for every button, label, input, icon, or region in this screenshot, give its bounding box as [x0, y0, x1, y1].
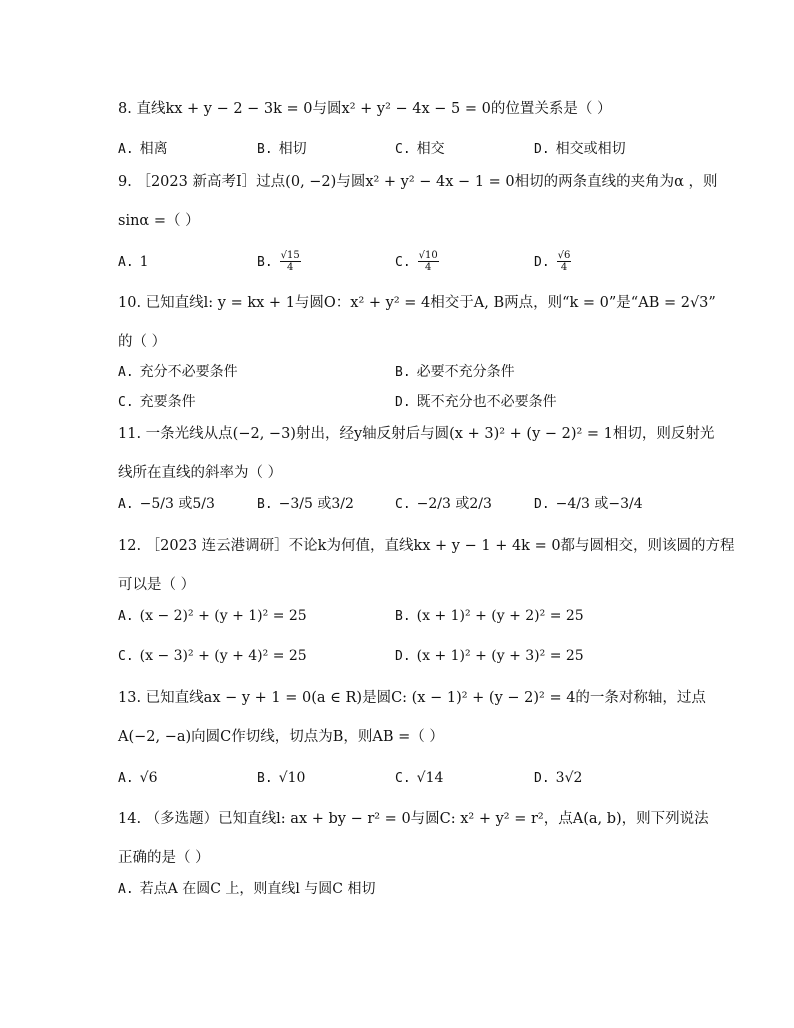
question-13-stem-line-2: A(−2, −a)向圆C作切线，切点为B，则AB =（ ） — [118, 729, 444, 745]
q10-option-c[interactable] — [118, 392, 196, 413]
option-text: 必要不充分条件 — [416, 364, 515, 380]
q11-option-d[interactable] — [534, 494, 643, 515]
option-text: 相交或相切 — [555, 141, 626, 157]
option-label: B. — [257, 771, 273, 786]
q8-option-a[interactable] — [118, 139, 168, 160]
option-text: 既不充分也不必要条件 — [416, 394, 557, 410]
option-label: D. — [395, 395, 411, 410]
option-label: B. — [395, 609, 411, 624]
option-label: D. — [534, 142, 550, 157]
option-text: (x − 2)² + (y + 1)² = 25 — [139, 608, 307, 624]
option-label: B. — [257, 497, 273, 512]
option-label: C. — [395, 142, 411, 157]
option-label: A. — [118, 365, 134, 380]
fraction — [557, 250, 572, 273]
q12-option-c[interactable] — [118, 646, 307, 667]
fraction-denominator: 4 — [287, 262, 294, 273]
option-text: (x + 1)² + (y + 3)² = 25 — [416, 648, 584, 664]
option-label: B. — [395, 365, 411, 380]
q9-option-a[interactable] — [118, 252, 149, 273]
question-12-stem-line-1: 12. ［2023 连云港调研］不论k为何值，直线kx + y − 1 + 4k = 0都与圆相交，则该圆的方程 — [118, 538, 735, 554]
option-label: A. — [118, 771, 134, 786]
option-text: 充分不必要条件 — [139, 364, 238, 380]
option-text: 相离 — [139, 141, 168, 157]
option-label: D. — [534, 497, 550, 512]
option-label: C. — [395, 771, 411, 786]
q10-option-d[interactable] — [395, 392, 557, 413]
q14-option-a[interactable] — [118, 879, 375, 900]
option-text: 相交 — [416, 141, 445, 157]
option-label: A. — [118, 255, 134, 270]
option-label: D. — [534, 254, 550, 270]
question-11-stem-line-1: 11. 一条光线从点(−2, −3)射出，经y轴反射后与圆(x + 3)² + (y − 2)² = 1相切，则反射光 — [118, 426, 715, 442]
q11-option-a[interactable] — [118, 494, 215, 515]
option-label: A. — [118, 142, 134, 157]
q13-option-d[interactable] — [534, 768, 582, 789]
question-10-stem-line-1: 10. 已知直线l: y = kx + 1与圆O：x² + y² = 4相交于A, B两点，则“k = 0”是“AB = 2√3” — [118, 295, 716, 311]
option-text: √10 — [278, 770, 306, 786]
q13-option-a[interactable] — [118, 768, 157, 789]
option-text: 1 — [139, 254, 149, 270]
fraction — [280, 250, 301, 273]
option-text: −5/3 或5/3 — [139, 496, 215, 512]
option-label: C. — [118, 649, 134, 664]
question-14-stem-line-1: 14. （多选题）已知直线l: ax + by − r² = 0与圆C: x² + y² = r²，点A(a, b)，则下列说法 — [118, 811, 709, 827]
fraction-denominator: 4 — [425, 262, 432, 273]
fraction-numerator: √6 — [557, 250, 571, 261]
option-text: (x + 1)² + (y + 2)² = 25 — [416, 608, 584, 624]
option-label: A. — [118, 609, 134, 624]
option-text: 充要条件 — [139, 394, 196, 410]
question-9-stem-line-2: sinα =（ ） — [118, 213, 200, 229]
question-13-stem-line-1: 13. 已知直线ax − y + 1 = 0(a ∈ R)是圆C: (x − 1)² + (y − 2)² = 4的一条对称轴，过点 — [118, 690, 706, 706]
question-8-stem: 8. 直线kx + y − 2 − 3k = 0与圆x² + y² − 4x − 5 = 0的位置关系是（ ） — [118, 101, 612, 117]
question-10-stem-line-2: 的（ ） — [118, 334, 167, 350]
q8-option-c[interactable] — [395, 139, 445, 160]
q9-option-b[interactable] — [257, 250, 302, 273]
option-label: C. — [395, 254, 411, 270]
option-text: −3/5 或3/2 — [278, 496, 354, 512]
option-label: B. — [257, 254, 273, 270]
option-text: (x − 3)² + (y + 4)² = 25 — [139, 648, 307, 664]
q9-option-d[interactable] — [534, 250, 572, 273]
q10-option-a[interactable] — [118, 362, 238, 383]
q12-option-a[interactable] — [118, 606, 307, 627]
fraction — [418, 250, 439, 273]
option-text: −4/3 或−3/4 — [555, 496, 643, 512]
q8-option-d[interactable] — [534, 139, 626, 160]
q8-option-b[interactable] — [257, 139, 307, 160]
option-text: 3√2 — [555, 770, 583, 786]
question-12-stem-line-2: 可以是（ ） — [118, 577, 196, 593]
option-text: −2/3 或2/3 — [416, 496, 492, 512]
option-label: D. — [534, 771, 550, 786]
fraction-denominator: 4 — [560, 262, 568, 273]
option-label: A. — [118, 882, 134, 897]
question-9-stem-line-1: 9. ［2023 新高考Ⅰ］过点(0, −2)与圆x² + y² − 4x − 1 = 0相切的两条直线的夹角为α ，则 — [118, 174, 718, 190]
option-label: B. — [257, 142, 273, 157]
question-11-stem-line-2: 线所在直线的斜率为（ ） — [118, 465, 283, 481]
option-label: A. — [118, 497, 134, 512]
q11-option-b[interactable] — [257, 494, 354, 515]
q11-option-c[interactable] — [395, 494, 492, 515]
q9-option-c[interactable] — [395, 250, 440, 273]
q10-option-b[interactable] — [395, 362, 515, 383]
q13-option-b[interactable] — [257, 768, 305, 789]
option-label: C. — [395, 497, 411, 512]
option-text: 若点A 在圆C 上，则直线l 与圆C 相切 — [139, 881, 376, 897]
q13-option-c[interactable] — [395, 768, 443, 789]
option-label: C. — [118, 395, 134, 410]
fraction-numerator: √15 — [280, 250, 300, 261]
option-label: D. — [395, 649, 411, 664]
fraction-numerator: √10 — [418, 250, 438, 261]
q12-option-b[interactable] — [395, 606, 584, 627]
option-text: √6 — [139, 770, 158, 786]
option-text: 相切 — [278, 141, 307, 157]
option-text: √14 — [416, 770, 444, 786]
question-14-stem-line-2: 正确的是（ ） — [118, 850, 210, 866]
q12-option-d[interactable] — [395, 646, 584, 667]
